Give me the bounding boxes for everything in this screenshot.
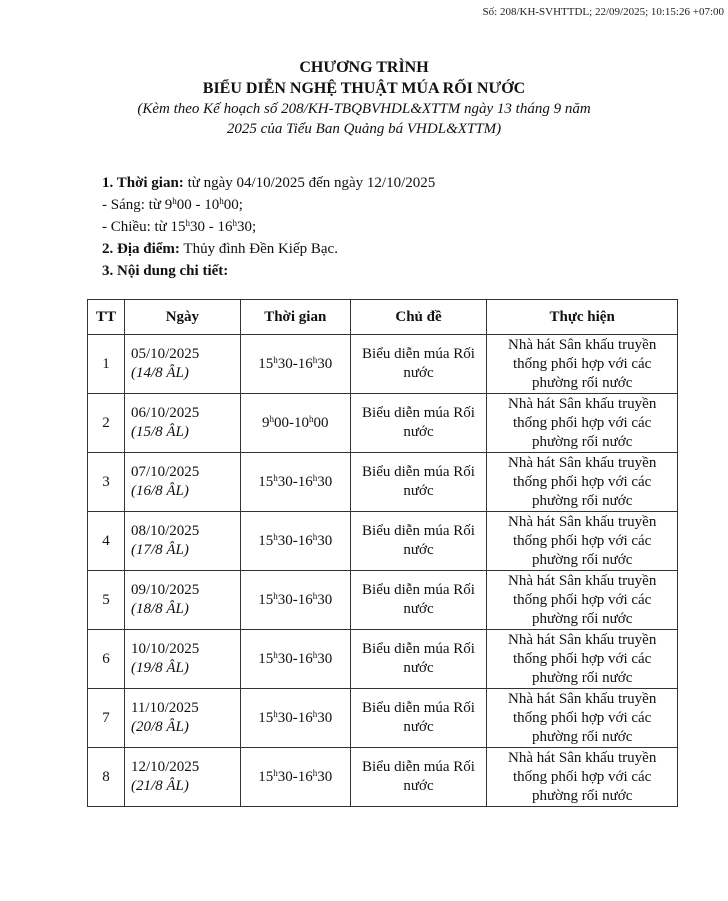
cell-time [240,630,350,689]
content-line [102,260,435,282]
sup-h: h [273,708,278,719]
morning-text-a: - Sáng: từ 9 [102,197,173,213]
cell-performer: Nhà hát Sân khấu truyền thống phối hợp với các phường rối nước [487,335,678,394]
sup-h: h [273,354,278,365]
cell-topic: Biểu diễn múa Rối nước [350,512,487,571]
cell-time [240,394,350,453]
cell-performer: Nhà hát Sân khấu truyền thống phối hợp với các phường rối nước [487,571,678,630]
time-label: 1. Thời gian: [102,175,184,191]
table-row [88,512,678,571]
time-part-c: 30 [317,768,333,785]
solar-date: 06/10/2025 [130,405,200,421]
lunar-date: (17/8 ÂL) [130,542,189,558]
cell-performer: Nhà hát Sân khấu truyền thống phối hợp với các phường rối nước [487,453,678,512]
time-part-b: 30-16 [277,650,313,667]
solar-date: 11/10/2025 [130,700,199,716]
cell-time [240,571,350,630]
cell-tt: 6 [88,630,125,689]
place-line [102,238,435,260]
time-part-c: 00 [313,414,329,431]
time-part-c: 30 [317,591,333,608]
cell-time [240,453,350,512]
time-part-b: 00-10 [274,414,309,431]
cell-date [124,453,240,512]
table-row [88,394,678,453]
cell-date [124,394,240,453]
solar-date: 05/10/2025 [130,346,200,362]
afternoon-text-b: 30 - 16 [190,219,233,235]
info-section [102,172,435,282]
time-line [102,172,435,194]
page-subtitle-title: BIỂU DIỄN NGHỆ THUẬT MÚA RỐI NƯỚC [202,80,526,97]
sup-h: h [312,767,318,778]
attachment-note-line2: 2025 của Tiểu Ban Quảng bá VHDL&XTTM) [226,121,502,137]
time-part-c: 30 [317,355,333,372]
cell-performer: Nhà hát Sân khấu truyền thống phối hợp với các phường rối nước [487,512,678,571]
sup-h: h [172,196,177,206]
afternoon-text-a: - Chiều: từ 15 [102,219,186,235]
cell-performer: Nhà hát Sân khấu truyền thống phối hợp với các phường rối nước [487,630,678,689]
cell-time [240,748,350,807]
lunar-date: (20/8 ÂL) [130,719,189,735]
cell-date [124,748,240,807]
lunar-date: (15/8 ÂL) [130,424,189,440]
cell-tt: 5 [88,571,125,630]
sup-h: h [273,767,278,778]
cell-time [240,512,350,571]
header-date: Ngày [124,300,240,335]
lunar-date: (14/8 ÂL) [130,365,189,381]
time-part-c: 30 [317,473,333,490]
time-part-a: 9 [262,414,270,431]
cell-tt: 1 [88,335,125,394]
cell-topic: Biểu diễn múa Rối nước [350,748,487,807]
time-part-b: 30-16 [277,709,313,726]
morning-text-c: 00; [223,197,243,213]
cell-date [124,689,240,748]
time-part-a: 15 [258,473,274,490]
sup-h: h [219,196,224,206]
sup-h: h [185,218,191,228]
place-label: 2. Địa điểm: [102,241,180,257]
document-header [0,57,728,139]
cell-date [124,335,240,394]
time-part-b: 30-16 [277,532,313,549]
place-value: Thủy đình Đền Kiếp Bạc. [179,241,338,257]
morning-text-b: 00 - 10 [176,197,220,213]
solar-date: 12/10/2025 [130,759,200,775]
sup-h: h [312,590,318,601]
header-topic: Chủ đề [350,300,487,335]
table-row [88,335,678,394]
table-row [88,453,678,512]
time-part-b: 30-16 [277,355,313,372]
time-part-c: 30 [317,709,333,726]
cell-topic: Biểu diễn múa Rối nước [350,571,487,630]
time-part-a: 15 [258,709,274,726]
cell-date [124,571,240,630]
time-part-a: 15 [258,650,274,667]
cell-topic: Biểu diễn múa Rối nước [350,689,487,748]
sup-h: h [273,590,278,601]
cell-performer: Nhà hát Sân khấu truyền thống phối hợp với các phường rối nước [487,394,678,453]
cell-topic: Biểu diễn múa Rối nước [350,394,487,453]
attachment-note-line1: (Kèm theo Kế hoạch số 208/KH-TBQBVHDL&XTTM ngày 13 tháng 9 năm [137,101,591,117]
sup-h: h [312,708,318,719]
cell-tt: 2 [88,394,125,453]
cell-time [240,335,350,394]
lunar-date: (19/8 ÂL) [130,660,189,676]
table-row [88,748,678,807]
lunar-date: (16/8 ÂL) [130,483,189,499]
cell-tt: 7 [88,689,125,748]
time-part-a: 15 [258,768,274,785]
sup-h: h [312,472,318,483]
sup-h: h [269,413,274,424]
header-time: Thời gian [240,300,350,335]
page-title: CHƯƠNG TRÌNH [299,59,429,76]
table-row [88,630,678,689]
solar-date: 08/10/2025 [130,523,200,539]
header-performer: Thực hiện [487,300,678,335]
cell-tt: 3 [88,453,125,512]
solar-date: 07/10/2025 [130,464,200,480]
time-part-a: 15 [258,532,274,549]
afternoon-text-c: 30; [237,219,257,235]
solar-date: 10/10/2025 [130,641,200,657]
time-part-b: 30-16 [277,591,313,608]
time-part-b: 30-16 [277,473,313,490]
sup-h: h [273,472,278,483]
cell-performer: Nhà hát Sân khấu truyền thống phối hợp với các phường rối nước [487,748,678,807]
cell-tt: 8 [88,748,125,807]
schedule-table [87,299,678,807]
time-part-c: 30 [317,532,333,549]
sup-h: h [273,531,278,542]
time-value: từ ngày 04/10/2025 đến ngày 12/10/2025 [183,175,436,191]
lunar-date: (18/8 ÂL) [130,601,189,617]
sup-h: h [312,649,318,660]
cell-time [240,689,350,748]
lunar-date: (21/8 ÂL) [130,778,189,794]
sup-h: h [309,413,314,424]
cell-topic: Biểu diễn múa Rối nước [350,630,487,689]
time-part-c: 30 [317,650,333,667]
table-header-row [88,300,678,335]
sup-h: h [232,218,238,228]
afternoon-line [102,216,435,238]
solar-date: 09/10/2025 [130,582,200,598]
sup-h: h [312,354,318,365]
cell-topic: Biểu diễn múa Rối nước [350,335,487,394]
cell-topic: Biểu diễn múa Rối nước [350,453,487,512]
morning-line [102,194,435,216]
time-part-b: 30-16 [277,768,313,785]
table-row [88,571,678,630]
time-part-a: 15 [258,591,274,608]
cell-tt: 4 [88,512,125,571]
table-row [88,689,678,748]
cell-date [124,512,240,571]
document-stamp: Số: 208/KH-SVHTTDL; 22/09/2025; 10:15:26 +07:00 [482,6,724,18]
header-tt: TT [88,300,125,335]
content-label: 3. Nội dung chi tiết: [102,263,229,279]
sup-h: h [273,649,278,660]
sup-h: h [312,531,318,542]
cell-performer: Nhà hát Sân khấu truyền thống phối hợp với các phường rối nước [487,689,678,748]
cell-date [124,630,240,689]
time-part-a: 15 [258,355,274,372]
